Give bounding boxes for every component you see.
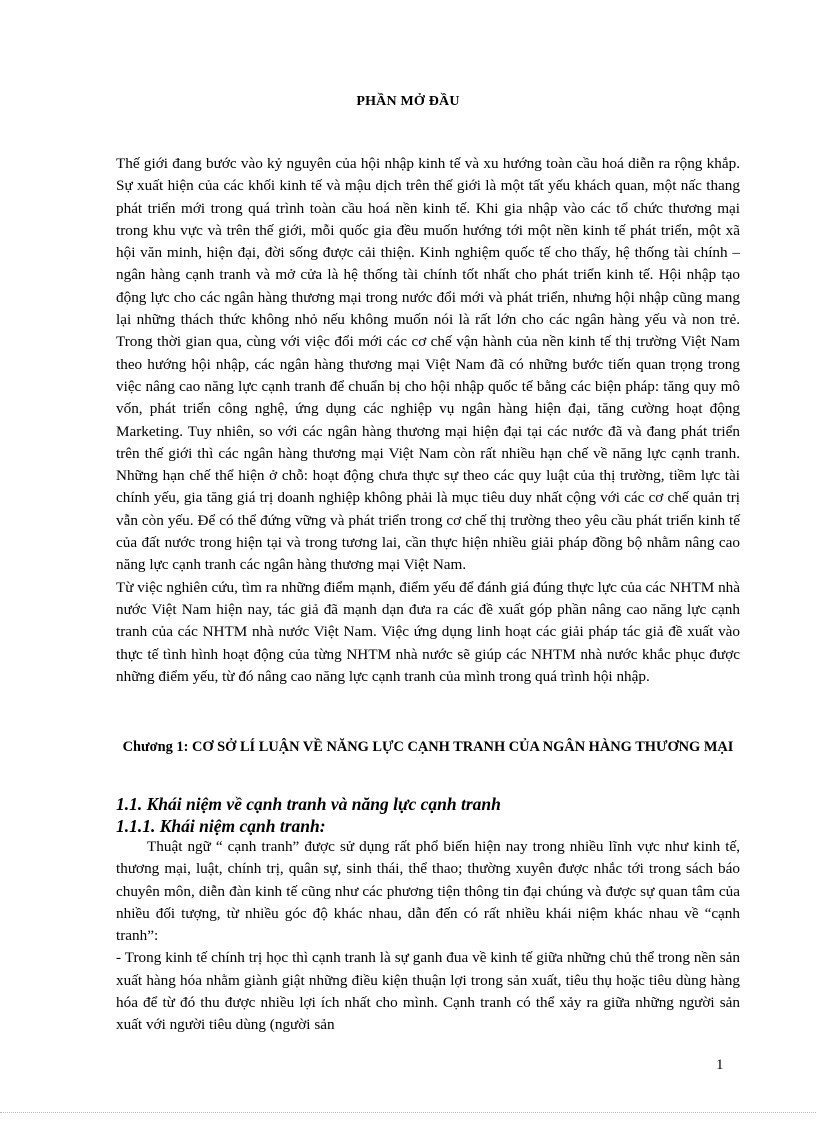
page-title: PHẦN MỞ ĐẦU	[356, 94, 460, 109]
section-heading-1-1: 1.1. Khái niệm về cạnh tranh và năng lực cạnh tranh	[116, 794, 501, 814]
chapter-heading: Chương 1: CƠ SỞ LÍ LUẬN VỀ NĂNG LỰC CẠNH TRANH CỦA NGÂN HÀNG THƯƠNG MẠI	[122, 739, 734, 755]
body-paragraph-1: Thuật ngữ “ cạnh tranh” được sử dụng rất phổ biến hiện nay trong nhiều lĩnh vực như kinh tế, thương mại, luật, chính trị, quân sự, sinh thái, thể thao; thường xuyên được nhắc tới trong sách báo chuyên môn, diễn đàn kinh tế cũng như các phương tiện thông tin đại chúng và được sự quan tâm của nhiều đối tượng, từ nhiều góc độ khác nhau, dẫn đến có rất nhiều khái niệm khác nhau về “cạnh tranh”:	[116, 838, 740, 945]
body-paragraph-2: - Trong kinh tế chính trị học thì cạnh tranh là sự ganh đua về kinh tế giữa những chủ thể trong nền sản xuất hàng hóa nhằm giành giật những điều kiện thuận lợi trong sản xuất, tiêu thụ hoặc tiêu dùng hàng hóa để từ đó thu được nhiều lợi ích nhất cho mình. Cạnh tranh có thể xảy ra giữa những người sản xuất với người tiêu dùng (người sản	[116, 949, 740, 1034]
body-section	[116, 836, 740, 1037]
intro-section	[116, 153, 740, 688]
intro-paragraph-1: Thế giới đang bước vào kỷ nguyên của hội nhập kinh tế và xu hướng toàn cầu hoá diễn ra rộng khắp. Sự xuất hiện của các khối kinh tế và mậu dịch trên thế giới là một tất yếu khách quan, một nấc thang phát triển mới trong quá trình toàn cầu hoá nền kinh tế. Khi gia nhập vào các tổ chức thương mại trong khu vực và trên thế giới, mỗi quốc gia đều muốn hướng tới một nền kinh tế phát triển, một xã hội văn minh, hiện đại, đời sống được cải thiện. Kinh nghiệm quốc tế cho thấy, hệ thống tài chính – ngân hàng cạnh tranh và mở cửa là hệ thống tài chính tốt nhất cho phát triển kinh tế. Hội nhập tạo động lực cho các ngân hàng thương mại trong nước đổi mới và phát triển, nhưng hội nhập cũng mang lại những thách thức không nhỏ nếu không muốn nói là rất lớn cho các ngân hàng yếu và non trẻ. Trong thời gian qua, cùng với việc đổi mới các cơ chế vận hành của nền kinh tế thị trường Việt Nam theo hướng hội nhập, các ngân hàng thương mại Việt Nam đã có những bước tiến quan trọng trong việc nâng cao năng lực cạnh tranh để chuẩn bị cho hội nhập quốc tế bằng các biện pháp: tăng quy mô vốn, phát triển công nghệ, ứng dụng các nghiệp vụ ngân hàng hiện đại, tăng cường hoạt động Marketing. Tuy nhiên, so với các ngân hàng thương mại hiện đại tại các nước đã và đang phát triển trên thế giới thì các ngân hàng thương mại Việt Nam còn rất nhiều hạn chế về năng lực cạnh tranh. Những hạn chế thể hiện ở chỗ: hoạt động chưa thực sự theo các quy luật của thị trường, tiềm lực tài chính yếu, gia tăng giá trị doanh nghiệp không phải là mục tiêu duy nhất cộng với các cơ chế quản trị vẫn còn yếu. Để có thể đứng vững và phát triển trong cơ chế thị trường theo yêu cầu phát triển kinh tế của đất nước trong hiện tại và trong tương lai, cần thực hiện nhiều giải pháp đồng bộ nhằm nâng cao năng lực cạnh tranh các ngân hàng thương mại Việt Nam.	[116, 155, 740, 574]
intro-paragraph-2: Từ việc nghiên cứu, tìm ra những điểm mạnh, điểm yếu để đánh giá đúng thực lực của các NHTM nhà nước Việt Nam hiện nay, tác giả đã mạnh dạn đưa ra các đề xuất góp phần nâng cao năng lực cạnh tranh của các NHTM nhà nước Việt Nam. Việc ứng dụng linh hoạt các giải pháp tác giả đề xuất vào thực tế tình hình hoạt động của từng NHTM nhà nước sẽ giúp các NHTM nhà nước khắc phục được những điểm yếu, từ đó nâng cao năng lực cạnh tranh của mình trong quá trình hội nhập.	[116, 578, 741, 685]
page-bottom-divider	[0, 1112, 816, 1113]
page-number: 1	[716, 1057, 724, 1073]
section-heading-1-1-1: 1.1.1. Khái niệm cạnh tranh:	[116, 816, 326, 836]
